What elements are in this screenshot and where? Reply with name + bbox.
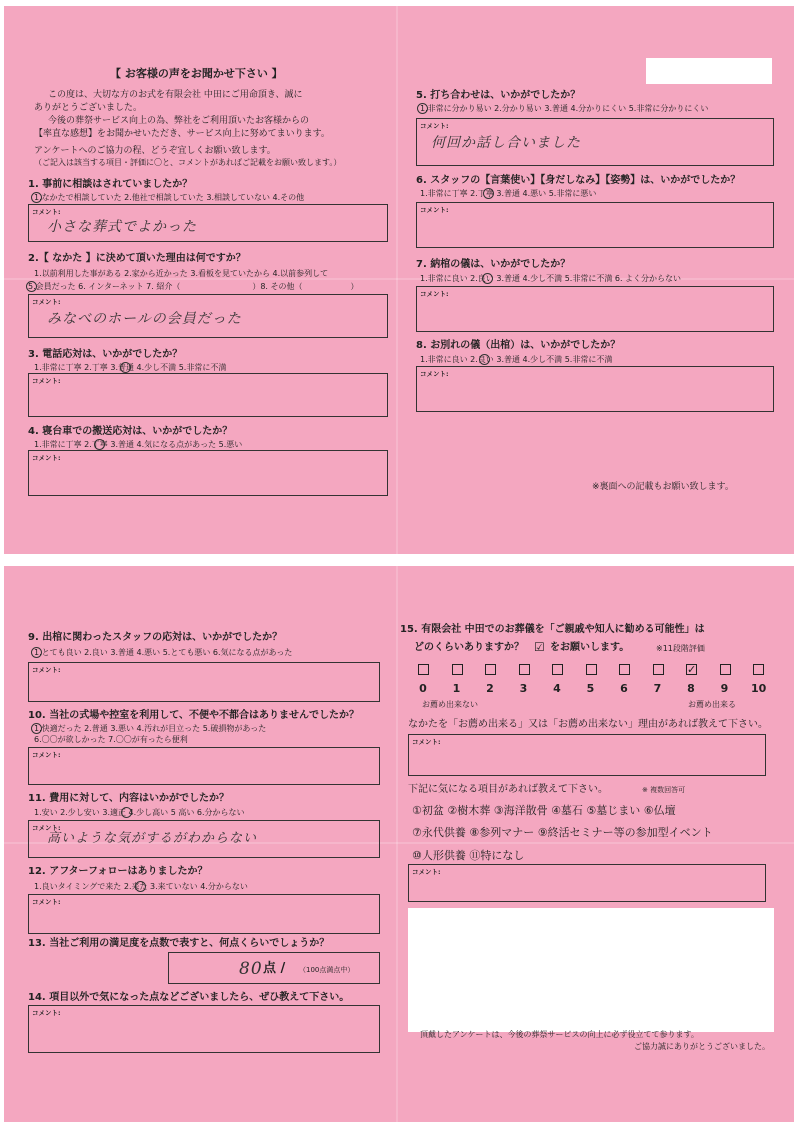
comment-label: コメント: xyxy=(412,868,441,876)
comment-label: コメント: xyxy=(412,738,441,746)
comment-label: コメント: xyxy=(32,898,61,906)
comment-label: コメント: xyxy=(420,370,449,378)
question-14-comment-box[interactable] xyxy=(28,1005,380,1053)
comment-label: コメント: xyxy=(420,206,449,214)
question-5-comment: 何回か話し合いました xyxy=(431,135,581,151)
survey-sheet-back xyxy=(4,566,794,1122)
question-3-title: 3. 電話応対は、いかがでしたか？ xyxy=(28,349,183,360)
intro-line: この度は、大切な方のお式を有限会社 中田にご用命頂き、誠に xyxy=(48,90,303,100)
question-10-comment-box[interactable] xyxy=(28,747,380,785)
survey-title: 【 お客様の声をお聞かせ下さい 】 xyxy=(110,67,283,80)
question-11-title: 11. 費用に対して、内容はいかがでしたか？ xyxy=(28,793,229,804)
question-6-title: 6. スタッフの【言葉使い】【身だしなみ】【姿勢】は、いかがでしたか？ xyxy=(416,175,741,186)
scale-number-10: 10 xyxy=(751,682,767,695)
question-10-title: 10. 当社の式場や控室を利用して、不便や不都合はありませんでしたか？ xyxy=(28,710,359,721)
comment-label: コメント: xyxy=(32,751,61,759)
question-6-options: 1.非常に丁寧 2.丁寧 3.普通 4.悪い 5.非常に悪い xyxy=(420,189,597,198)
question-12-comment-box[interactable] xyxy=(28,894,380,934)
scale-checkbox-10[interactable] xyxy=(753,664,764,675)
question-3-options: 1.非常に丁寧 2.丁寧 3.普通 4.少し不満 5.非常に不満 xyxy=(34,363,227,372)
question-2-options: 1.以前利用した事がある 2.家から近かった 3.看板を見ていたから 4.以前参列して xyxy=(34,269,329,278)
comment-label: コメント: xyxy=(32,298,61,306)
scale-checkbox-9[interactable] xyxy=(720,664,731,675)
question-8-options: 1.非常に良い 2.良い 3.普通 4.少し不満 5.非常に不満 xyxy=(420,355,613,364)
question-12-options: 1.良いタイミングで来た 2.来た 3.来ていない 4.分からない xyxy=(34,882,248,891)
score-note: （100点満点中） xyxy=(299,966,355,974)
question-1-options: 1.なかたで相談していた 2.他社で相談していた 3.相談していない 4.その他 xyxy=(34,193,305,202)
question-10-options: 1.快適だった 2.普通 3.悪い 4.汚れが目立った 5.破損物があった xyxy=(34,724,267,733)
answer-circle xyxy=(482,273,493,284)
comment-label: コメント: xyxy=(32,208,61,216)
interests-comment-box[interactable] xyxy=(408,864,766,902)
question-2-options: 5.会員だった 6. インターネット 7. 紹介（ ）8. その他（ ） xyxy=(28,282,359,291)
comment-label: コメント: xyxy=(32,1009,61,1017)
interests-options: ⑩人形供養 ⑪特になし xyxy=(412,849,525,862)
question-1-comment: 小さな葬式でよかった xyxy=(47,219,197,235)
scale-checkbox-4[interactable] xyxy=(552,664,563,675)
intro-line: アンケートへのご協力の程、どうぞ宜しくお願い致します。 xyxy=(34,146,276,156)
question-11-options: 1.安い 2.少し安い 3.適正 4.少し高い 5 高い 6.分からない xyxy=(34,808,245,817)
scale-number-8: 8 xyxy=(687,682,695,695)
scale-number-2: 2 xyxy=(486,682,494,695)
scale-number-5: 5 xyxy=(586,682,595,695)
comment-label: コメント: xyxy=(420,122,449,130)
question-9-options: 1.とても良い 2.良い 3.普通 4.悪い 5.とても悪い 6.気になる点があった xyxy=(34,648,293,657)
question-4-title: 4. 寝台車での搬送応対は、いかがでしたか？ xyxy=(28,426,233,437)
question-9-comment-box[interactable] xyxy=(28,662,380,702)
question-1-title: 1. 事前に相談はされていましたか？ xyxy=(28,179,193,190)
answer-circle xyxy=(26,281,37,292)
question-6-comment-box[interactable] xyxy=(416,202,774,248)
comment-label: コメント: xyxy=(32,377,61,385)
scale-number-0: 0 xyxy=(419,682,427,695)
eval-note: ※11段階評価 xyxy=(656,644,705,653)
check-mark-icon: ☑ xyxy=(534,640,545,654)
scale-high-label: お薦め出来る xyxy=(688,700,736,709)
answer-circle xyxy=(417,103,428,114)
question-1-comment-box[interactable] xyxy=(28,204,388,242)
comment-label: コメント: xyxy=(32,666,61,674)
comment-label: コメント: xyxy=(420,290,449,298)
answer-circle xyxy=(94,439,105,450)
scale-checkbox-2[interactable] xyxy=(485,664,496,675)
question-9-title: 9. 出棺に関わったスタッフの応対は、いかがでしたか？ xyxy=(28,632,283,643)
answer-circle xyxy=(121,807,132,818)
interests-prompt: 下記に気になる項目があれば教えて下さい。 xyxy=(408,784,608,795)
question-4-comment-box[interactable] xyxy=(28,450,388,496)
question-10-options: 6.〇〇が欲しかった 7.〇〇が有ったら便利 xyxy=(34,735,188,744)
scale-number-3: 3 xyxy=(519,682,528,695)
scale-low-label: お薦め出来ない xyxy=(422,700,478,709)
score-box[interactable] xyxy=(168,952,380,984)
question-2-comment: みなべのホールの会員だった xyxy=(47,311,242,327)
scale-number-9: 9 xyxy=(720,682,729,695)
comment-label: コメント: xyxy=(32,824,61,832)
closing-line: 頂戴したアンケートは、今後の葬祭サービスの向上に必ず役立てて参ります。 xyxy=(420,1030,699,1039)
scale-checkbox-7[interactable] xyxy=(653,664,664,675)
question-7-title: 7. 納棺の儀は、いかがでしたか？ xyxy=(416,259,571,270)
answer-circle xyxy=(120,362,131,373)
answer-circle xyxy=(483,188,494,199)
scale-number-1: 1 xyxy=(452,682,461,695)
question-13-title: 13. 当社ご利用の満足度を点数で表すと、何点くらいでしょうか？ xyxy=(28,938,330,949)
answer-circle xyxy=(31,192,42,203)
scale-checkbox-1[interactable] xyxy=(452,664,463,675)
scale-checkbox-6[interactable] xyxy=(619,664,630,675)
question-15-subtitle-2: をお願いします。 xyxy=(550,642,630,653)
answer-circle xyxy=(31,647,42,658)
question-5-title: 5. 打ち合わせは、いかがでしたか？ xyxy=(416,90,581,101)
back-side-note: ※裏面への記載もお願い致します。 xyxy=(592,482,734,492)
question-15-subtitle: どのくらいありますか？ xyxy=(414,642,524,653)
interests-note: ※ 複数回答可 xyxy=(642,786,686,794)
interests-options: ⑦永代供養 ⑧参列マナー ⑨終活セミナー等の参加型イベント xyxy=(412,826,713,839)
intro-line: ありがとうございました。 xyxy=(34,103,143,113)
intro-line: 【率直な感想】をお聞かせいただき、サービス向上に努めてまいります。 xyxy=(34,129,330,139)
answer-circle xyxy=(31,723,42,734)
question-4-options: 1.非常に丁寧 2.丁寧 3.普通 4.気になる点があった 5.悪い xyxy=(34,440,243,449)
question-15-title: 15. 有限会社 中田でのお葬儀を「ご親戚や知人に勧める可能性」は xyxy=(400,624,705,635)
question-2-comment-box[interactable] xyxy=(28,294,388,338)
question-5-comment-box[interactable] xyxy=(416,118,774,166)
reason-comment-box[interactable] xyxy=(408,734,766,776)
question-2-title: 2.【 なかた 】に決めて頂いた理由は何ですか？ xyxy=(28,253,246,264)
scale-checkbox-3[interactable] xyxy=(519,664,530,675)
question-7-comment-box[interactable] xyxy=(416,286,774,332)
answer-circle xyxy=(135,881,146,892)
answer-circle xyxy=(479,354,490,365)
question-7-options: 1.非常に良い 2.良い 3.普通 4.少し不満 5.非常に不満 6. よく分からない xyxy=(420,274,682,283)
scale-number-4: 4 xyxy=(553,682,561,695)
score-value: 80 xyxy=(239,959,263,979)
redaction-block xyxy=(408,908,774,1032)
score-unit: 点 / xyxy=(263,961,286,976)
question-8-title: 8. お別れの儀（出棺）は、いかがでしたか？ xyxy=(416,340,621,351)
scale-number-7: 7 xyxy=(653,682,662,695)
question-11-comment-box[interactable] xyxy=(28,820,380,858)
question-5-options: 1.非常に分かり易い 2.分かり易い 3.普通 4.分かりにくい 5.非常に分かりにくい xyxy=(420,104,709,113)
scale-checkbox-5[interactable] xyxy=(586,664,597,675)
reason-prompt: なかたを「お薦め出来る」又は「お薦め出来ない」理由があれば教えて下さい。 xyxy=(408,719,768,730)
question-11-comment: 高いような気がするがわからない xyxy=(47,831,258,846)
closing-line: ご協力誠にありがとうございました。 xyxy=(634,1042,770,1051)
question-12-title: 12. アフターフォローはありましたか？ xyxy=(28,866,208,877)
scale-checkbox-8[interactable]: ✓ xyxy=(687,663,697,676)
comment-label: コメント: xyxy=(32,454,61,462)
scale-number-6: 6 xyxy=(620,682,628,695)
question-14-title: 14. 項目以外で気になった点などございましたら、ぜひ教えて下さい。 xyxy=(28,992,350,1003)
redaction-block xyxy=(646,58,772,84)
question-8-comment-box[interactable] xyxy=(416,366,774,412)
interests-options: ①初盆 ②樹木葬 ③海洋散骨 ④墓石 ⑤墓じまい ⑥仏壇 xyxy=(412,804,676,817)
question-3-comment-box[interactable] xyxy=(28,373,388,417)
survey-sheet-front xyxy=(4,6,794,554)
scale-checkbox-0[interactable] xyxy=(418,664,429,675)
intro-line: （ご記入は該当する項目・評価に〇と、コメントがあればご記載をお願い致します。） xyxy=(34,158,342,167)
intro-line: 今後の葬祭サービス向上の為、弊社をご利用頂いたお客様からの xyxy=(48,116,310,126)
